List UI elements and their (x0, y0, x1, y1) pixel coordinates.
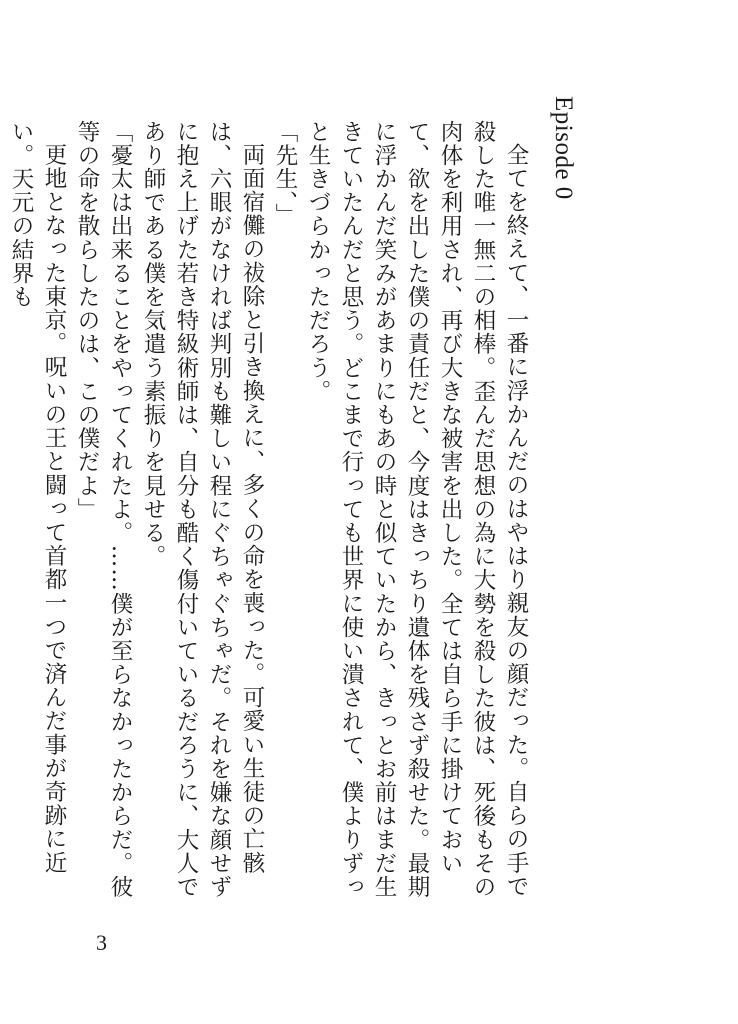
chapter-title: Episode 0 (550, 96, 577, 200)
paragraph: 全てを終えて、一番に浮かんだのはやはり親友の顔だった。自らの手で殺した唯一無二の相棒。歪んだ思想の為に大勢を殺した彼は、死後もその肉体を利用され、再び大きな被害を出した。全ては自ら手に掛けておいて、欲を出した僕の責任だと、今度はきっちり遺体を残さず殺せた。最期に浮かんだ笑みがあまりにもあの時と似ていたから、きっとお前はまだ生きていたんだと思う。どこまで行っても世界に使い潰されて、僕よりずっと生きづらかっただろう。 (305, 120, 529, 899)
dialogue-line: 「先生、」 (272, 120, 298, 227)
page-number: 3 (96, 930, 107, 955)
paragraph: 更地となった東京。呪いの王と闘って首都一つで済んだ事が奇跡に近い。天元の結界も (8, 120, 67, 875)
dialogue-line: 「憂太は出来ることをやってくれたよ。……僕が至らなかったからだ。彼等の命を散らしたのは、この僕だよ」 (74, 120, 133, 899)
body-text (4, 120, 532, 910)
paragraph: 両面宿儺の祓除と引き換えに、多くの命を喪った。可愛い生徒の亡骸は、六眼がなければ判別も難しい程にぐちゃぐちゃだ。それを嫌な顔せずに抱え上げた若き特級術師は、自分も酷く傷付いているだろうに、大人であり師である僕を気遣う素振りを見せる。 (140, 120, 265, 899)
